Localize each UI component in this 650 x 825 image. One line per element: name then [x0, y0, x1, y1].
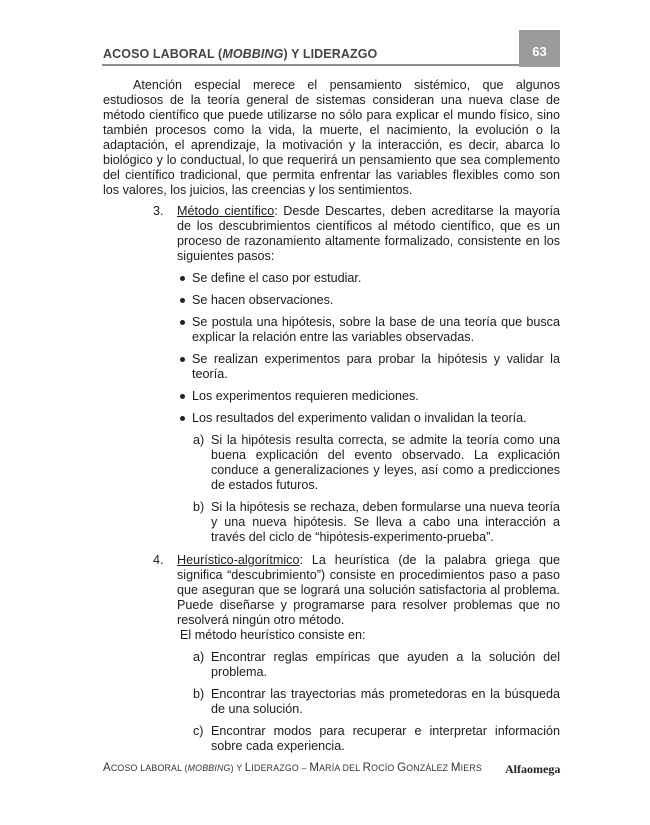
sub-item — [103, 724, 560, 754]
item-text: : Desde Descartes, deben acreditarse la mayoría de los descubrimientos científicos al método científico, que es un proceso de razonamiento altamente formalizado, consistente en los siguientes pasos: — [177, 204, 560, 263]
footer-text: ONZÁLEZ — [406, 763, 451, 773]
bullet-text: Se define el caso por estudiar. — [192, 271, 362, 285]
bullet-icon — [180, 320, 185, 325]
bullet-icon — [180, 394, 185, 399]
sub-item — [103, 650, 560, 680]
footer-text: COSO LABORAL ( — [110, 763, 188, 773]
bullet-text: Se postula una hipótesis, sobre la base de una teoría que busca explicar la relación entre las variables observadas. — [192, 315, 560, 344]
bullet-text: Los resultados del experimento validan o invalidan la teoría. — [192, 411, 527, 425]
list-item-4 — [103, 553, 560, 628]
bullet-icon — [180, 416, 185, 421]
page-number: 63 — [532, 44, 547, 59]
sub-text: Encontrar las trayectorias más prometedoras en la búsqueda de una solución. — [211, 687, 560, 716]
bullet-item — [103, 389, 560, 404]
footer-text: ARÍA DEL — [319, 763, 363, 773]
intro-paragraph: Atención especial merece el pensamiento sistémico, que algunos estudiosos de la teoría general de sistemas consideran una nueva clase de método científico que puede utilizarse no sólo para explicar el mundo físico, sino también procesos como la vida, la muerte, el nacimiento, la evolución o la adaptación, el aprendizaje, la motivación y la interacción, es decir, abarca lo biológico y lo conductual, lo que requerirá un pensamiento que sea complemento del científico tradicional, que permita enfrentar las variables flexibles como son los valores, los juicios, las creencias y los sentimientos. — [103, 78, 560, 197]
footer-text: MOBBING — [187, 763, 231, 773]
footer-text: IDERAZGO – — [251, 763, 310, 773]
sub-item — [103, 500, 560, 545]
bullet-item — [103, 352, 560, 382]
footer-text: OCÍO — [371, 763, 398, 773]
item-term: Heurístico-algorítmico — [177, 553, 300, 567]
header-rule — [102, 64, 520, 66]
sub-label: b) — [193, 500, 205, 514]
bullet-icon — [180, 298, 185, 303]
bullet-icon — [180, 357, 185, 362]
list-item-3 — [103, 204, 560, 264]
page-body — [103, 78, 560, 754]
item-number: 4. — [153, 553, 164, 567]
sub-text: Encontrar reglas empíricas que ayuden a la solución del problema. — [211, 650, 560, 679]
bullet-item — [103, 271, 560, 286]
item-text: : La heurística (de la palabra griega que significa “descubrimiento”) consiste en procedimientos paso a paso que aseguran que se logrará una solución satisfactoria al problema. Puede diseñarse y programarse para resolver problemas que no resolverá ningún otro método. — [177, 553, 560, 627]
page-number-box — [519, 30, 560, 67]
sub-text: Si la hipótesis resulta correcta, se admite la teoría como una buena explicación del evento observado. La explicación conduce a generalizaciones y leyes, así como a predicciones de estados futuros. — [211, 433, 560, 492]
footer-text: ) Y — [230, 763, 245, 773]
footer-text: L — [244, 762, 252, 774]
bullet-item — [103, 411, 560, 426]
bullet-text: Se realizan experimentos para probar la hipótesis y validar la teoría. — [192, 352, 560, 381]
footer-book-author — [103, 762, 482, 774]
bullet-item — [103, 315, 560, 345]
steps-list — [103, 271, 560, 426]
sub-item — [103, 687, 560, 717]
sub-text: Encontrar modos para recuperar e interpretar información sobre cada experiencia. — [211, 724, 560, 753]
footer-text: R — [362, 762, 372, 774]
footer-text: M — [450, 762, 461, 774]
footer-text: IERS — [460, 763, 482, 773]
sub-text: Si la hipótesis se rechaza, deben formularse una nueva teoría y una nueva hipótesis. Se lleva a cabo una interacción a través del ciclo de “hipótesis-experimento-prueba”. — [211, 500, 560, 544]
sub-label: c) — [193, 724, 204, 738]
sub-item — [103, 433, 560, 493]
sub-label: a) — [193, 433, 205, 447]
sub-label: b) — [193, 687, 205, 701]
header-title-part: ACOSO LABORAL ( — [103, 47, 223, 61]
item-term: Método científico — [177, 204, 275, 218]
footer-text: M — [309, 762, 320, 774]
bullet-text: Se hacen observaciones. — [192, 293, 334, 307]
header-title-part: ) Y LIDERAZGO — [283, 47, 378, 61]
bullet-icon — [180, 276, 185, 281]
bullet-text: Los experimentos requieren mediciones. — [192, 389, 419, 403]
running-header — [103, 47, 377, 61]
footer-publisher: Alfaomega — [505, 762, 561, 776]
footer-text: G — [397, 762, 407, 774]
heuristic-intro: El método heurístico consiste en: — [180, 628, 366, 642]
header-title-italic: MOBBING — [222, 47, 284, 61]
item-number: 3. — [153, 204, 164, 218]
footer-text: A — [103, 762, 111, 774]
bullet-item — [103, 293, 560, 308]
sub-label: a) — [193, 650, 205, 664]
